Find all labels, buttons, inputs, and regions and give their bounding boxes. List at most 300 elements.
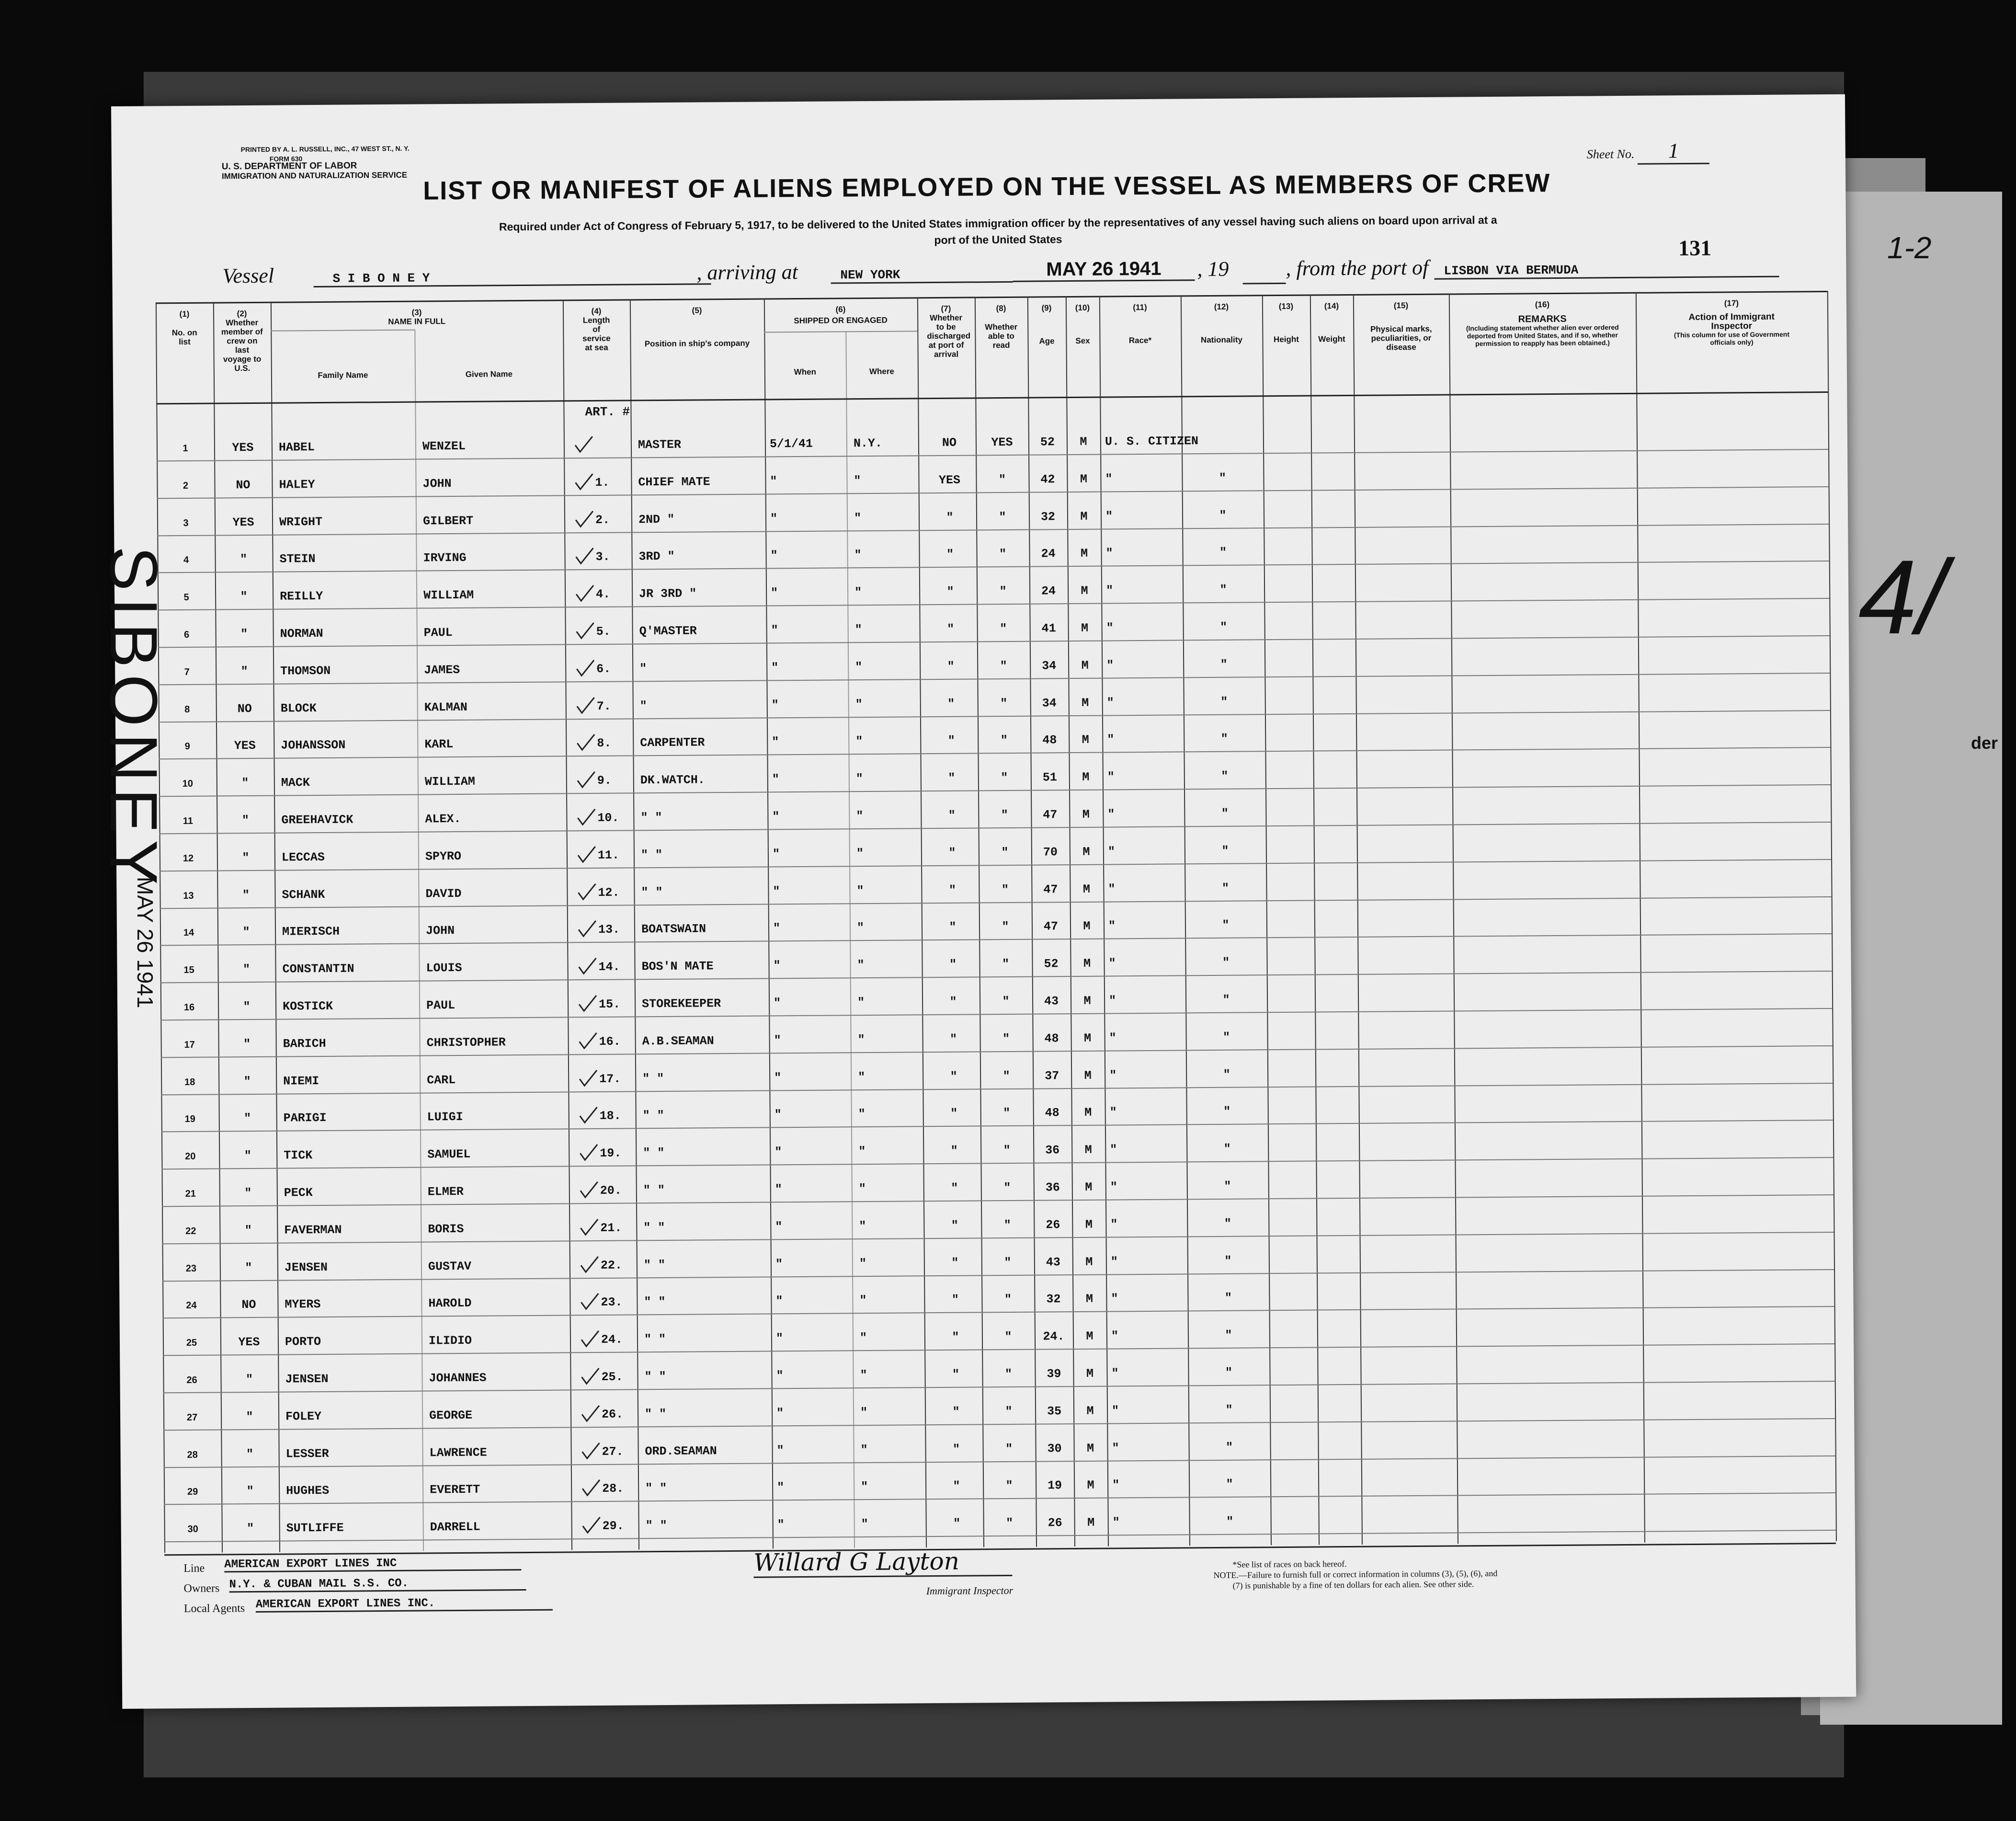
vessel-label: Vessel xyxy=(222,263,274,288)
cell-sex: M xyxy=(1085,1217,1093,1232)
cell-prev: NO xyxy=(241,1298,256,1312)
row-number: 14 xyxy=(183,928,194,939)
check-mark-icon xyxy=(578,1143,599,1162)
cell-sex: M xyxy=(1082,733,1089,747)
cell-art: 17. xyxy=(599,1072,621,1086)
cell-art: 28. xyxy=(602,1481,624,1496)
cell-when: " xyxy=(774,1070,782,1085)
col-10-number: (10) xyxy=(1075,303,1090,312)
cell-when: " xyxy=(777,1518,785,1532)
cell-age: 24. xyxy=(1043,1329,1065,1344)
col-3-number: (3) xyxy=(411,308,422,317)
cell-pos: CARPENTER xyxy=(640,735,705,750)
cell-prev: " xyxy=(244,1149,251,1163)
cell-pos: ORD.SEAMAN xyxy=(645,1443,717,1458)
cell-disch: " xyxy=(947,697,955,711)
cell-pos: JR 3RD " xyxy=(639,586,697,601)
cell-prev: " xyxy=(241,776,249,790)
cell-prev: " xyxy=(245,1372,253,1387)
cell-family: CONSTANTIN xyxy=(282,962,354,976)
cell-pos: MASTER xyxy=(638,437,682,452)
col-5-number: (5) xyxy=(692,306,702,315)
cell-given: GUSTAV xyxy=(428,1259,472,1274)
cell-family: LESSER xyxy=(285,1446,329,1461)
cell-race: " xyxy=(1108,919,1116,933)
cell-race: " xyxy=(1109,1068,1117,1083)
cell-prev: " xyxy=(246,1484,254,1499)
row-number: 13 xyxy=(183,890,194,901)
cell-nat: " xyxy=(1222,918,1230,933)
cell-prev: " xyxy=(247,1522,254,1536)
fine-note-2: (7) is punishable by a fine of ten dollars for each alien. See other side. xyxy=(1232,1579,1474,1591)
cell-art: 20. xyxy=(600,1183,622,1198)
cell-prev: " xyxy=(246,1447,254,1461)
cell-where: " xyxy=(858,1070,866,1084)
cell-disch: " xyxy=(951,1181,958,1195)
line-value: AMERICAN EXPORT LINES INC xyxy=(224,1556,521,1572)
row-number: 24 xyxy=(186,1300,197,1311)
row-number: 1 xyxy=(182,443,188,454)
cell-sex: M xyxy=(1083,994,1091,1008)
cell-art: 27. xyxy=(602,1444,624,1459)
cell-family: LECCAS xyxy=(281,850,325,865)
cell-nat: " xyxy=(1222,955,1230,970)
col-3-label: NAME IN FULL xyxy=(388,317,446,326)
cell-read: " xyxy=(1004,1255,1012,1270)
row-number: 21 xyxy=(185,1188,196,1199)
cell-prev: " xyxy=(240,664,248,678)
cell-pos: BOS'N MATE xyxy=(641,959,714,974)
row-number: 5 xyxy=(183,592,189,603)
cell-prev: " xyxy=(244,1111,251,1126)
cell-read: " xyxy=(999,547,1007,561)
col-7-number: (7) xyxy=(941,304,951,313)
cell-pos: " " xyxy=(645,1481,667,1496)
cell-family: JOHANSSON xyxy=(281,738,346,753)
cell-art: 19. xyxy=(600,1146,622,1161)
check-mark-icon xyxy=(575,696,596,715)
margin-right-edge-text: der xyxy=(1971,733,1998,753)
cell-read: " xyxy=(1000,733,1008,748)
cell-given: DAVID xyxy=(425,886,462,901)
cell-disch: " xyxy=(952,1405,960,1419)
cell-given: IRVING xyxy=(423,551,467,565)
cell-age: 47 xyxy=(1043,882,1058,897)
cell-read: " xyxy=(1000,659,1007,673)
cell-disch: " xyxy=(951,1218,958,1233)
arrival-date: MAY 26 1941 xyxy=(1013,258,1195,282)
row-number: 7 xyxy=(184,666,190,677)
cell-race: " xyxy=(1112,1515,1120,1530)
cell-pos: STOREKEEPER xyxy=(642,996,721,1011)
cell-nat: " xyxy=(1220,732,1228,746)
sheet-number xyxy=(1587,138,1710,165)
department-label: U. S. DEPARTMENT OF LABOR xyxy=(221,160,357,172)
cell-read: " xyxy=(1000,621,1007,636)
cell-age: 24 xyxy=(1041,547,1056,561)
cell-nat: " xyxy=(1221,806,1229,821)
cell-art: 15. xyxy=(599,997,621,1011)
check-mark-icon xyxy=(575,733,596,752)
cell-when: " xyxy=(775,1182,782,1197)
cell-race: " xyxy=(1111,1366,1119,1381)
cell-age: 52 xyxy=(1044,957,1059,971)
cell-sex: M xyxy=(1083,956,1091,971)
cell-given: JOHN xyxy=(422,476,452,491)
cell-disch: " xyxy=(949,995,957,1009)
col-11-number: (11) xyxy=(1133,302,1147,312)
cell-race: " xyxy=(1111,1404,1119,1418)
cell-when: " xyxy=(775,1257,783,1271)
cell-family: PECK xyxy=(284,1186,313,1200)
cell-when: " xyxy=(772,847,780,861)
cell-pos: 2ND " xyxy=(638,512,675,527)
cell-read: " xyxy=(1002,957,1010,972)
check-mark-icon xyxy=(581,1515,602,1535)
cell-when: " xyxy=(773,959,781,973)
check-mark-icon xyxy=(574,509,595,528)
check-mark-icon xyxy=(576,845,597,864)
cell-sex: M xyxy=(1086,1441,1094,1455)
cell-read: " xyxy=(1002,1031,1010,1046)
agents-value: AMERICAN EXPORT LINES INC. xyxy=(256,1596,553,1613)
cell-pos: A.B.SEAMAN xyxy=(642,1034,714,1049)
col-prev-voyage xyxy=(216,309,269,373)
cell-given: ALEX. xyxy=(425,812,461,826)
check-mark-icon xyxy=(581,1478,602,1497)
cell-where: " xyxy=(859,1256,867,1271)
cell-disch: " xyxy=(952,1330,959,1344)
cell-sex: M xyxy=(1084,1068,1092,1083)
art-header: ART. # xyxy=(585,404,630,420)
cell-when: 5/1/41 xyxy=(769,436,813,451)
row-number: 23 xyxy=(185,1263,197,1274)
check-mark-icon xyxy=(573,435,594,454)
cell-read: " xyxy=(1003,1180,1011,1195)
col-16-note: (Including statement whether alien ever ordered deported from United States, and if so, whether permission to reapply has been obtained.) xyxy=(1466,323,1619,348)
cell-art: 8. xyxy=(597,736,612,751)
check-mark-icon xyxy=(579,1255,600,1274)
col-physical-marks xyxy=(1355,301,1447,352)
check-mark-icon xyxy=(577,956,598,975)
cell-where: " xyxy=(856,883,864,898)
cell-race: " xyxy=(1110,1143,1117,1157)
cell-art: 7. xyxy=(596,699,611,713)
cell-prev: NO xyxy=(237,701,252,716)
row-number: 18 xyxy=(184,1077,195,1088)
row-number: 16 xyxy=(183,1002,195,1013)
cell-when: " xyxy=(774,1033,781,1048)
cell-given: GILBERT xyxy=(422,514,474,528)
row-number: 11 xyxy=(182,815,194,826)
cell-prev: " xyxy=(246,1409,253,1424)
service-label: IMMIGRATION AND NATURALIZATION SERVICE xyxy=(221,170,408,181)
cell-race: " xyxy=(1108,994,1116,1008)
cell-race: " xyxy=(1105,472,1113,486)
from-port: LISBON VIA BERMUDA xyxy=(1434,262,1779,280)
cell-prev: YES xyxy=(234,739,256,753)
row-number: 15 xyxy=(183,965,194,976)
cell-nat: " xyxy=(1226,1514,1234,1529)
col-name xyxy=(271,307,563,327)
cell-given: ILIDIO xyxy=(428,1333,472,1348)
cell-art: 22. xyxy=(600,1258,623,1272)
cell-age: 32 xyxy=(1040,509,1056,524)
row-number: 10 xyxy=(182,779,194,790)
cell-family: STEIN xyxy=(279,552,316,566)
cell-race: " xyxy=(1108,882,1116,896)
cell-sex: M xyxy=(1085,1292,1093,1306)
cell-when: " xyxy=(773,884,780,898)
cell-nat: " xyxy=(1223,1105,1231,1119)
col-6-label: SHIPPED OR ENGAGED xyxy=(794,315,888,326)
cell-family: SUTLIFFE xyxy=(286,1521,344,1535)
cell-given: LUIGI xyxy=(427,1110,463,1124)
cell-read: " xyxy=(1002,920,1009,934)
col-sex xyxy=(1066,303,1100,345)
cell-when: " xyxy=(770,549,778,563)
cell-disch: " xyxy=(947,734,955,748)
col-12-label: Nationality xyxy=(1200,335,1242,345)
cell-race: " xyxy=(1112,1478,1120,1492)
cell-given: WILLIAM xyxy=(424,774,475,789)
cell-where: " xyxy=(858,1182,866,1196)
check-mark-icon xyxy=(576,770,597,789)
cell-age: 48 xyxy=(1045,1106,1059,1120)
cell-sex: M xyxy=(1084,1143,1092,1157)
cell-nat: " xyxy=(1225,1328,1232,1343)
cell-where: " xyxy=(854,548,862,562)
col-age xyxy=(1027,303,1066,346)
cell-family: SCHANK xyxy=(282,887,325,902)
cell-nat: " xyxy=(1219,508,1227,523)
races-note: *See list of races on back hereof. xyxy=(1232,1559,1347,1569)
cell-age: 51 xyxy=(1042,770,1057,785)
col-9-label: Age xyxy=(1039,336,1055,346)
check-mark-icon xyxy=(580,1404,601,1423)
cell-read: " xyxy=(1005,1479,1013,1493)
check-mark-icon xyxy=(576,807,597,826)
cell-family: HUGHES xyxy=(286,1484,330,1498)
cell-art: 5. xyxy=(596,624,611,639)
owners-label: Owners xyxy=(183,1582,220,1595)
cell-where: " xyxy=(857,996,865,1010)
cell-age: 26 xyxy=(1046,1218,1060,1232)
col-nationality xyxy=(1181,302,1263,344)
page-number: 131 xyxy=(1678,235,1712,261)
cell-pos: " " xyxy=(645,1519,667,1533)
col-action xyxy=(1638,298,1825,347)
cell-sex: M xyxy=(1082,807,1090,822)
fine-note-1: NOTE.—Failure to furnish full or correct information in columns (3), (5), (6), and xyxy=(1213,1568,1498,1580)
check-mark-icon xyxy=(578,1105,599,1124)
cell-where: " xyxy=(857,1032,865,1047)
cell-race: " xyxy=(1107,845,1116,859)
col-discharged xyxy=(918,304,974,359)
cell-when: " xyxy=(777,1480,785,1495)
cell-given: LAWRENCE xyxy=(429,1445,487,1460)
cell-given: JOHANNES xyxy=(429,1371,487,1386)
cell-family: FOLEY xyxy=(285,1409,322,1424)
cell-nat: " xyxy=(1224,1179,1231,1193)
cell-art: 18. xyxy=(599,1109,621,1123)
cell-disch: " xyxy=(946,548,954,562)
date-stamp: MAY 26 1941 xyxy=(133,877,158,1008)
col-length-service xyxy=(565,306,628,352)
cell-where: " xyxy=(855,697,863,711)
cell-given: JAMES xyxy=(424,663,460,677)
cell-prev: " xyxy=(244,1223,252,1237)
cell-when: " xyxy=(772,810,780,824)
cell-given: EVERETT xyxy=(430,1483,480,1497)
check-mark-icon xyxy=(577,919,598,938)
col-17-label: Action of Immigrant Inspector xyxy=(1688,311,1775,332)
cell-where: " xyxy=(856,921,865,935)
cell-disch: YES xyxy=(938,473,961,487)
cell-disch: " xyxy=(949,920,957,935)
cell-prev: YES xyxy=(238,1335,260,1350)
cell-race: " xyxy=(1107,770,1115,784)
cell-disch: " xyxy=(948,808,956,823)
cell-art: 13. xyxy=(598,923,620,937)
cell-sex: M xyxy=(1086,1366,1094,1381)
col-11-label: Race* xyxy=(1128,335,1152,345)
cell-art: 1. xyxy=(595,475,610,490)
row-number: 27 xyxy=(186,1412,198,1423)
agents-label: Local Agents xyxy=(183,1602,245,1615)
cell-disch: " xyxy=(950,1107,958,1121)
cell-sex: M xyxy=(1080,435,1087,449)
inspector-label: Immigrant Inspector xyxy=(926,1584,1014,1597)
check-mark-icon xyxy=(579,1217,600,1237)
check-mark-icon xyxy=(580,1441,601,1460)
cell-family: NORMAN xyxy=(280,626,323,641)
col-16-label: REMARKS xyxy=(1518,313,1567,325)
cell-disch: " xyxy=(952,1442,960,1456)
cell-race: " xyxy=(1110,1217,1118,1232)
row-number: 8 xyxy=(184,704,190,715)
cell-given: PAUL xyxy=(423,626,453,640)
cell-sex: M xyxy=(1086,1404,1094,1418)
col-2-number: (2) xyxy=(237,309,247,319)
cell-when: " xyxy=(772,735,779,749)
cell-read: " xyxy=(1002,994,1010,1009)
cell-age: 47 xyxy=(1043,919,1059,934)
margin-handwritten-right-number: 4/ xyxy=(1858,538,1947,656)
cell-given: PAUL xyxy=(426,998,456,1013)
cell-race: " xyxy=(1107,807,1115,822)
cell-nat: " xyxy=(1226,1477,1233,1492)
cell-where: " xyxy=(861,1517,868,1532)
cell-where: " xyxy=(859,1331,867,1345)
cell-disch: " xyxy=(950,1144,958,1158)
col-12-number: (12) xyxy=(1214,302,1229,311)
cell-nat: " xyxy=(1223,1142,1231,1157)
col-17-note: (This column for use of Government officials only) xyxy=(1674,330,1790,346)
cell-when: " xyxy=(776,1406,784,1420)
cell-family: JENSEN xyxy=(284,1260,328,1275)
cell-sex: M xyxy=(1084,1031,1092,1045)
cell-prev: " xyxy=(243,1000,251,1014)
col-position xyxy=(632,306,762,349)
cell-sex: M xyxy=(1081,621,1089,635)
row-number: 4 xyxy=(183,555,189,566)
cell-where: " xyxy=(858,1145,866,1159)
cell-family: REILLY xyxy=(280,589,323,604)
cell-race: " xyxy=(1111,1329,1119,1343)
cell-prev: " xyxy=(243,1074,251,1088)
cell-race: " xyxy=(1109,1105,1117,1120)
from-port-label: , from the port of xyxy=(1286,255,1429,280)
cell-disch: NO xyxy=(942,435,957,450)
cell-nat: " xyxy=(1219,471,1227,485)
cell-given: WENZEL xyxy=(422,439,466,454)
cell-age: 48 xyxy=(1044,1031,1059,1046)
cell-sex: M xyxy=(1082,696,1089,710)
cell-sex: M xyxy=(1080,509,1088,524)
cell-disch: " xyxy=(951,1293,959,1307)
cell-art: 9. xyxy=(597,773,612,788)
cell-prev: " xyxy=(242,962,251,977)
cell-where: " xyxy=(854,511,862,525)
cell-when: " xyxy=(771,586,778,600)
col-1-number: (1) xyxy=(179,309,190,319)
cell-age: 34 xyxy=(1042,696,1057,710)
cell-family: PORTO xyxy=(285,1335,321,1349)
cell-pos: " " xyxy=(644,1407,667,1421)
cell-prev: " xyxy=(245,1260,252,1275)
cell-prev: " xyxy=(242,925,250,939)
col-4-number: (4) xyxy=(591,306,602,316)
check-mark-icon xyxy=(573,472,594,491)
cell-sex: M xyxy=(1085,1255,1093,1269)
row-number: 17 xyxy=(184,1039,195,1050)
cell-sex: M xyxy=(1082,882,1091,896)
cell-given: SAMUEL xyxy=(427,1147,471,1162)
row-number: 2 xyxy=(182,480,189,491)
cell-family: KOSTICK xyxy=(283,999,333,1014)
cell-family: MYERS xyxy=(285,1297,321,1312)
check-mark-icon xyxy=(575,658,596,677)
cell-sex: M xyxy=(1085,1180,1093,1194)
sheet-value: 1 xyxy=(1638,138,1709,165)
col-height xyxy=(1262,302,1310,344)
col-no-on-list xyxy=(158,309,211,347)
cell-pos: " " xyxy=(642,1071,664,1086)
cell-family: PARIGI xyxy=(283,1111,327,1125)
cell-age: 39 xyxy=(1047,1367,1061,1381)
cell-given: SPYRO xyxy=(425,849,462,864)
cell-family: JENSEN xyxy=(285,1372,329,1386)
cell-age: 52 xyxy=(1040,435,1055,449)
cell-family: WRIGHT xyxy=(279,515,323,529)
cell-given: CHRISTOPHER xyxy=(426,1035,506,1050)
cell-read: " xyxy=(1004,1293,1012,1307)
cell-prev: " xyxy=(239,552,248,567)
cell-race: " xyxy=(1106,621,1114,635)
cell-family: MACK xyxy=(281,776,310,790)
row-number: 6 xyxy=(184,629,190,640)
cell-sex: M xyxy=(1081,584,1088,598)
cell-art: 4. xyxy=(596,587,611,602)
cell-art: 14. xyxy=(598,960,620,974)
row-number: 12 xyxy=(182,853,194,864)
cell-disch: " xyxy=(946,510,954,525)
cell-nat: " xyxy=(1225,1403,1233,1417)
col-10-label: Sex xyxy=(1075,336,1090,345)
page-subtitle-1: Required under Act of Congress of February 5, 1917, to be delivered to the United States immigration officer by the representatives of any vessel having such aliens on board upon arrival at a xyxy=(499,213,1497,233)
cell-age: 47 xyxy=(1043,808,1058,822)
